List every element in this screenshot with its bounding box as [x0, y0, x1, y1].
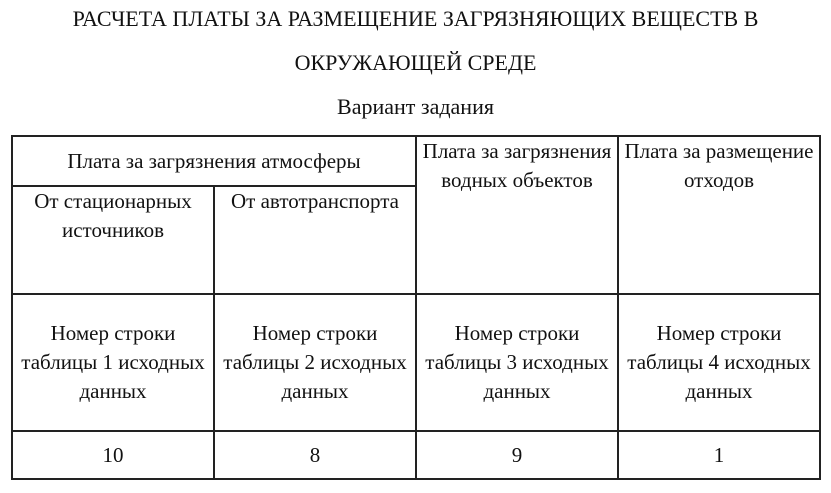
subheader-transport: От автотранспорта: [214, 186, 416, 294]
table-header-row: [12, 136, 820, 186]
line-number-cell-2: Номер строки таблицы 2 исходных данных: [214, 294, 416, 431]
value-cell-1: 10: [12, 431, 214, 479]
value-cell-2: 8: [214, 431, 416, 479]
table-row-values: [12, 431, 820, 479]
variant-table: [11, 135, 821, 480]
value-cell-3: 9: [416, 431, 618, 479]
document-title-line-2: ОКРУЖАЮЩЕЙ СРЕДЕ: [294, 50, 537, 75]
header-atmosphere: Плата за загрязнения атмосферы: [12, 136, 416, 186]
line-number-cell-3: Номер строки таблицы 3 исходных данных: [416, 294, 618, 431]
document-title-line-1: РАСЧЕТА ПЛАТЫ ЗА РАЗМЕЩЕНИЕ ЗАГРЯЗНЯЮЩИХ ВЕЩЕСТВ В: [72, 6, 759, 31]
variant-subtitle: Вариант задания: [337, 94, 494, 119]
table-row-line-numbers: [12, 294, 820, 431]
header-water: Плата за загрязнения водных объектов: [416, 136, 618, 294]
subheader-stationary: От стационарных источников: [12, 186, 214, 294]
line-number-cell-4: Номер строки таблицы 4 исходных данных: [618, 294, 820, 431]
header-waste: Плата за размещение отходов: [618, 136, 820, 294]
value-cell-4: 1: [618, 431, 820, 479]
line-number-cell-1: Номер строки таблицы 1 исходных данных: [12, 294, 214, 431]
